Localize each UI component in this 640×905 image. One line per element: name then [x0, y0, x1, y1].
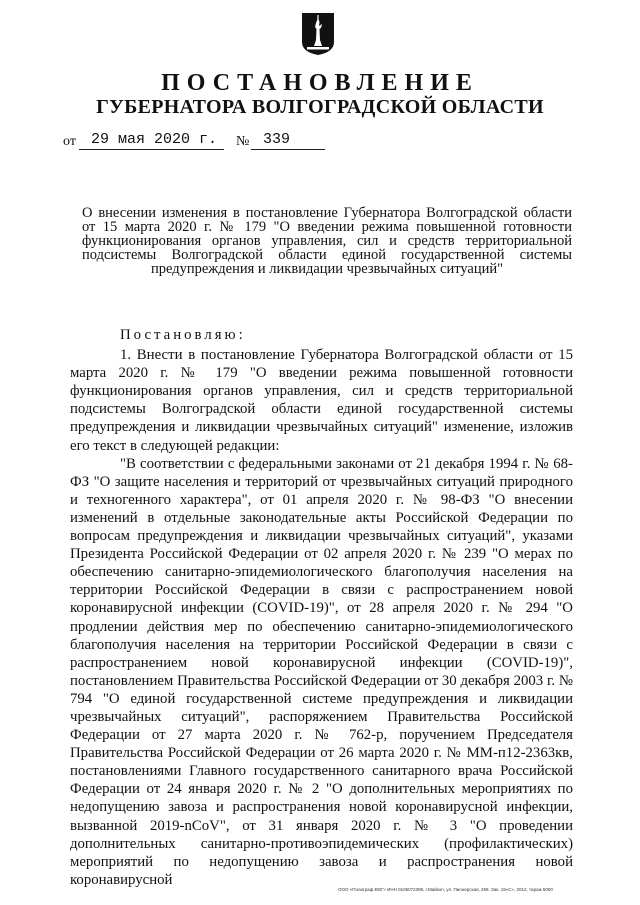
issuer-title: ГУБЕРНАТОРА ВОЛГОГРАДСКОЙ ОБЛАСТИ	[96, 96, 544, 118]
document-number: 339	[251, 130, 325, 150]
body-paragraph-2: "В соответствии с федеральными законами от 21 декабря 1994 г. № 68-ФЗ "О защите населения и территорий от чрезвычайных ситуаций природного и техногенного характера", от 01 апреля 2020 г. № 98-ФЗ "О внесении изменений в отдельные законодательные акты Российской Федерации по вопросам предупреждения и ликвидации чрезвычайных ситуаций", указами Президента Российской Федерации от 02 апреля 2020 г. № 239 "О мерах по обеспечению санитарно-эпидемиологического благополучия населения на территории Российской Федерации в связи с распространением новой коронавирусной инфекции (COVID-19)", от 28 апреля 2020 г. № 294 "О продлении действия мер по обеспечению санитарно-эпидемиологического благополучия населения на территории Российской Федерации в связи с распространением новой коронавирусной инфекции (COVID-19)", постановлением Правительства Российской Федерации от 30 декабря 2003 г. № 794 "О единой государственной системе предупреждения и ликвидации чрезвычайных ситуаций", распоряжением Правительства Российской Федерации от 27 марта 2020 г. № 762-р, поручением Председателя Правительства Российской Федерации от 26 марта 2020 г. № ММ-п12-2363кв, постановлениями Главного государственного санитарного врача Российской Федерации от 24 января 2020 г. № 2 "О дополнительных мероприятиях по недопущению завоза и распространения новой коронавирусной инфекции, вызванной 2019-nCoV", от 31 января 2020 г. № 3 "О проведении дополнительных санитарно-противоэпидемических (профилактических) мероприятий по недопущению завоза и распространения новой коронавирусной	[70, 455, 573, 888]
body-paragraph-1: 1. Внести в постановление Губернатора Волгоградской области от 15 марта 2020 г. № 179 "О введении режима повышенной готовности функционирования органов управления, сил и средств территориальной подсистемы Волгоградской области единой государственной системы предупреждения и ликвидации чрезвычайных ситуаций" изменение, изложив его текст в следующей редакции:	[70, 347, 573, 454]
document-type-title: ПОСТАНОВЛЕНИЕ	[161, 70, 479, 96]
resolve-heading: Постановляю:	[120, 327, 246, 343]
coat-of-arms-emblem	[301, 12, 335, 56]
document-subject: О внесении изменения в постановление Губернатора Волгоградской области от 15 марта 2020 г. № 179 "О введении режима повышенной готовности функционирования органов управления, сил и средств территориальной подсистемы Волгоградской области единой государственной системы предупреждения и ликвидации чрезвычайных ситуаций"	[82, 205, 572, 277]
number-label: №	[236, 134, 250, 149]
document-body	[70, 326, 573, 889]
date-label: от	[63, 134, 76, 149]
printer-imprint: ООО «Полиграф-ВОГ» ИНН 0105072399, г.Майкоп, ул. Пионерская, 268. Зак. 19«С», 2012, тираж 5000	[338, 887, 553, 892]
document-date: 29 мая 2020 г.	[79, 130, 224, 150]
